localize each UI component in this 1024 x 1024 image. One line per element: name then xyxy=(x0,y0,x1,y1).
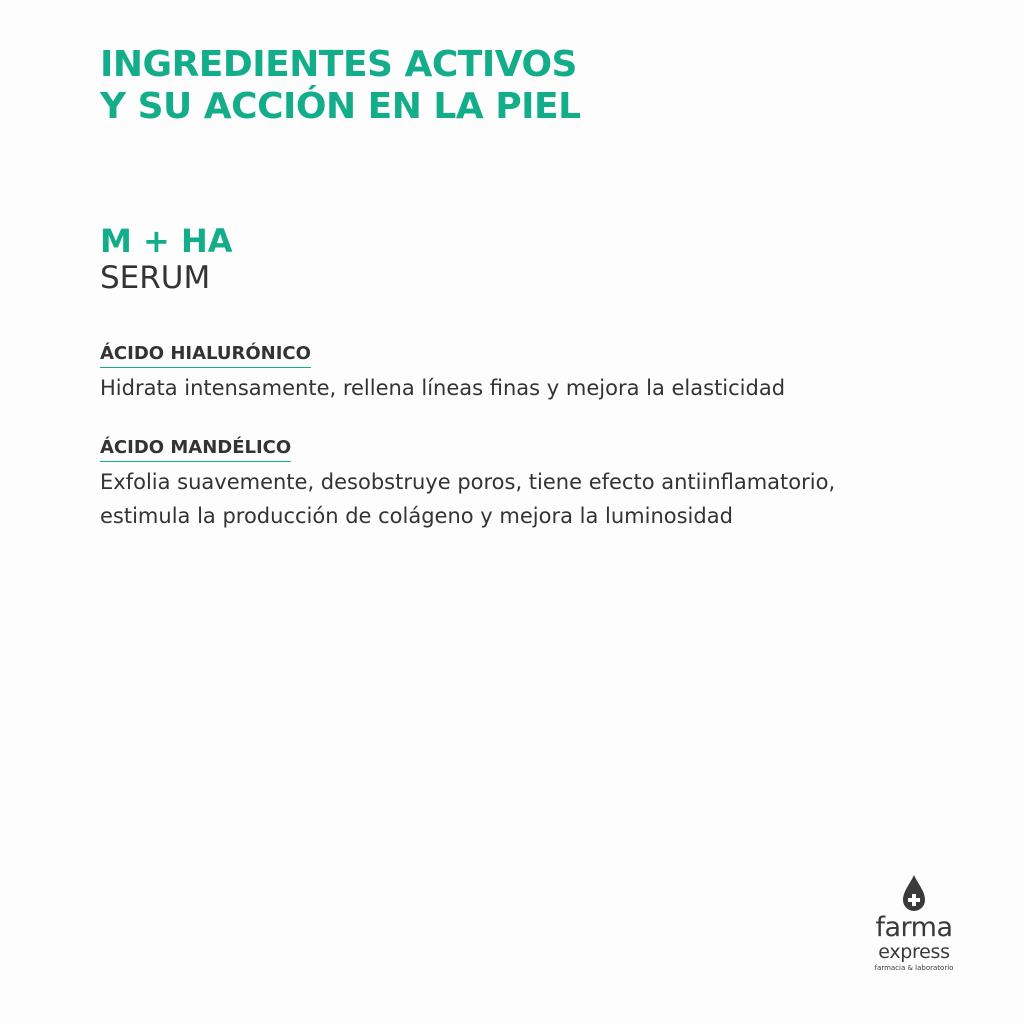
title-line-2: Y SU ACCIÓN EN LA PIEL xyxy=(100,86,581,127)
product-heading xyxy=(100,222,232,297)
ingredient-name: ÁCIDO HIALURÓNICO xyxy=(100,342,311,368)
brand-logo xyxy=(862,874,966,973)
logo-sub: express xyxy=(878,941,950,963)
ingredient-hialuronico xyxy=(100,342,1000,405)
ingredient-description xyxy=(100,371,1000,405)
ingredient-mandelico xyxy=(100,436,1000,533)
ingredient-description-line: estimula la producción de colágeno y mejora la luminosidad xyxy=(100,504,733,528)
ingredient-description xyxy=(100,465,1000,533)
product-type: SERUM xyxy=(100,260,211,296)
logo-tagline: farmacia & laboratorio xyxy=(874,964,954,972)
ingredient-name: ÁCIDO MANDÉLICO xyxy=(100,436,291,462)
drop-cross-icon xyxy=(901,874,927,914)
logo-name: farma xyxy=(875,912,953,943)
ingredient-description-line: Hidrata intensamente, rellena líneas finas y mejora la elasticidad xyxy=(100,376,786,400)
title-line-1: INGREDIENTES ACTIVOS xyxy=(100,44,577,85)
page-title xyxy=(100,44,581,128)
ingredient-description-line: Exfolia suavemente, desobstruye poros, tiene efecto antiinflamatorio, xyxy=(100,470,836,494)
product-name: M + HA xyxy=(100,222,233,260)
